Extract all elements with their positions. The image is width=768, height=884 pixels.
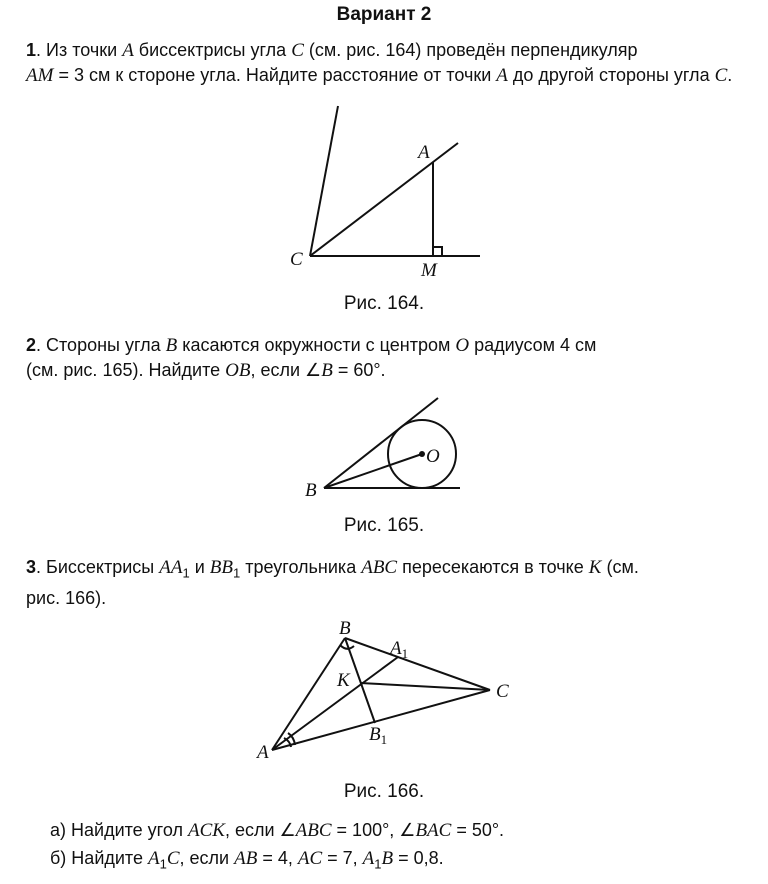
var: A: [496, 65, 508, 86]
text: рис. 166).: [26, 587, 107, 608]
text: (см. рис. 164) проведён перпендикуляр: [303, 40, 638, 60]
var: OB: [225, 360, 251, 381]
text: радиусом 4 см: [469, 335, 597, 355]
caption-166: Рис. 166.: [343, 781, 425, 802]
text: = 50°.: [451, 820, 505, 840]
variant-title: Вариант 2: [336, 4, 432, 25]
var: AA: [159, 557, 183, 578]
segment-KC: [360, 683, 490, 690]
var: ABC: [361, 557, 398, 578]
text: , если ∠: [224, 820, 296, 840]
label-A: A: [418, 142, 430, 163]
label-B1-letter: B: [369, 724, 381, 745]
side-BC: [345, 638, 490, 690]
bisector-AA1: [272, 657, 398, 750]
problem-2-text: [26, 333, 746, 383]
text: . Биссектрисы: [36, 557, 160, 577]
text: , если: [179, 848, 235, 868]
var: AB: [234, 848, 258, 869]
label-C: C: [496, 681, 509, 702]
center-point-O: [419, 451, 425, 457]
var: ACK: [187, 820, 225, 841]
var: A: [147, 848, 160, 869]
text: до другой стороны угла: [507, 65, 715, 85]
right-angle-mark: [433, 247, 442, 256]
label-B: B: [305, 480, 317, 501]
question-b: [50, 848, 444, 872]
subscript: 1: [159, 856, 167, 872]
var: AC: [297, 848, 323, 869]
text: б) Найдите: [50, 848, 148, 868]
text: касаются окружности с центром: [177, 335, 456, 355]
segment-OB: [324, 454, 422, 488]
var: O: [455, 335, 470, 356]
text: и: [189, 557, 210, 577]
angle-mark-A-2: [288, 733, 295, 745]
text: треугольника: [240, 557, 362, 577]
label-B1: [369, 724, 387, 747]
label-B: B: [339, 618, 351, 639]
label-C: C: [290, 249, 303, 270]
subscript: 1: [232, 565, 241, 581]
inscribed-circle: [388, 420, 456, 488]
label-K: K: [337, 670, 350, 691]
caption-165: Рис. 165.: [343, 515, 425, 536]
var: BAC: [415, 820, 452, 841]
problem-3-number: 3: [26, 557, 37, 577]
var: C: [291, 40, 304, 61]
var: ABC: [295, 820, 332, 841]
var: AM: [26, 65, 54, 86]
text: (см. рис. 165). Найдите: [26, 360, 226, 380]
label-A1-letter: A: [390, 638, 402, 659]
text: = 3 см к стороне угла. Найдите расстояние от точки: [53, 65, 497, 85]
var: C: [166, 848, 180, 869]
label-A1-sub: 1: [401, 646, 409, 661]
var: BB: [209, 557, 233, 578]
problem-1-text: [26, 38, 746, 88]
angle-mark-B: [340, 645, 354, 649]
angle-mark-A-1: [284, 738, 291, 747]
bisector-BB1: [345, 638, 375, 723]
problem-2-number: 2: [26, 335, 37, 355]
caption-164: Рис. 164.: [343, 293, 425, 314]
var: A: [362, 848, 375, 869]
question-a: [50, 820, 504, 842]
text: . Из точки: [36, 40, 123, 60]
label-B1-sub: 1: [380, 732, 388, 747]
label-A1: [388, 638, 408, 661]
text: (см.: [601, 557, 639, 577]
text: .: [727, 65, 733, 85]
subscript: 1: [182, 565, 190, 581]
var: K: [588, 557, 602, 578]
text: = 0,8.: [393, 848, 444, 868]
side-AB: [272, 638, 345, 750]
label-M: M: [421, 260, 437, 281]
side-AC: [272, 690, 490, 750]
problem-3-text: [26, 555, 746, 611]
var: B: [165, 335, 178, 356]
label-O: O: [426, 446, 440, 467]
angle-side-upper: [310, 106, 338, 256]
text: = 4,: [257, 848, 298, 868]
label-A: A: [257, 742, 269, 763]
text: = 7,: [322, 848, 363, 868]
problem-1-number: 1: [26, 40, 37, 60]
text: а) Найдите угол: [50, 820, 188, 840]
var: C: [714, 65, 728, 86]
subscript: 1: [374, 856, 382, 872]
text: , если ∠: [250, 360, 322, 380]
text: = 60°.: [332, 360, 386, 380]
text: биссектрисы угла: [133, 40, 292, 60]
var: A: [122, 40, 134, 61]
text: пересекаются в точке: [397, 557, 589, 577]
var: B: [381, 848, 394, 869]
text: . Стороны угла: [36, 335, 166, 355]
angle-side-upper: [324, 398, 438, 488]
bisector-line: [310, 143, 458, 256]
var: B: [321, 360, 333, 381]
text: = 100°, ∠: [331, 820, 416, 840]
